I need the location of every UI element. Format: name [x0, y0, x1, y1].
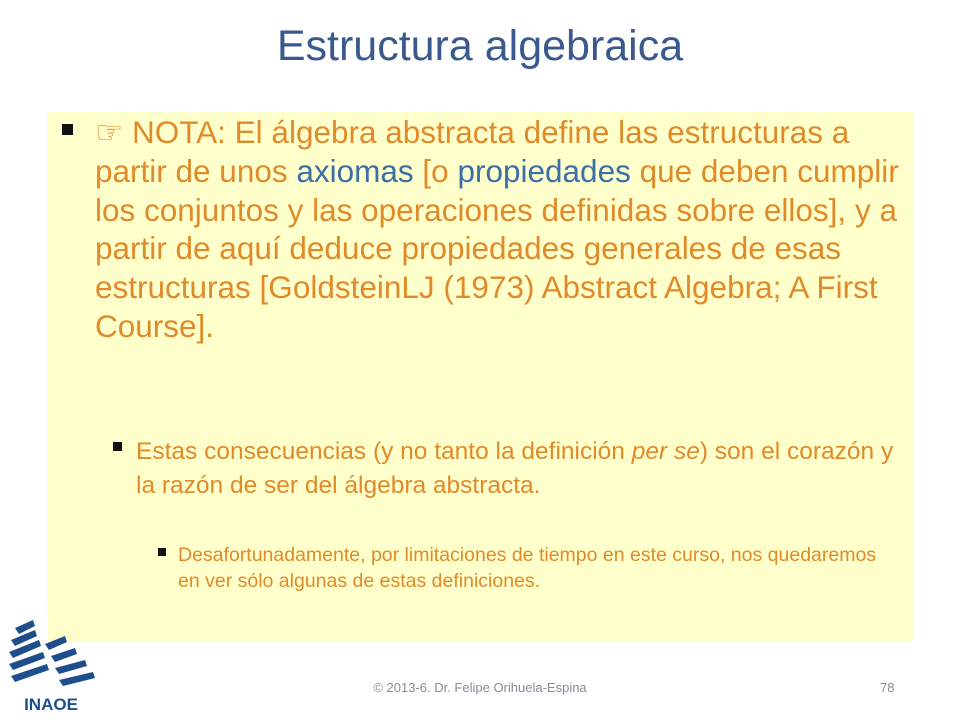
- consequences-paragraph: [136, 435, 896, 503]
- limitations-paragraph: Desafortunadamente, por limitaciones de tiempo en este curso, nos quedaremos en ver sólo algunas de estas definiciones.: [178, 544, 877, 592]
- bullet-marker: [158, 548, 166, 556]
- per-se-italic: per se: [631, 438, 700, 465]
- note-text: [o: [413, 152, 458, 189]
- page-number: 78: [880, 680, 895, 695]
- bullet-marker: [62, 124, 73, 135]
- bullet-marker: [113, 442, 122, 451]
- consequences-text: ) son el corazón y la razón de ser del álgebra abstracta.: [136, 438, 894, 499]
- pointing-hand-icon: ☞: [95, 114, 124, 150]
- footer-copyright: © 2013-6. Dr. Felipe Orihuela-Espina: [373, 680, 587, 695]
- note-text: que deben cumplir los conjuntos y las operaciones definidas sobre ellos], y a partir de aquí deduce propiedades generales de esas estructuras [GoldsteinLJ (1973) Abstract Algebra; A First Course].: [95, 152, 899, 344]
- inaoe-logo: [5, 614, 97, 716]
- highlight-propiedades: propiedades: [457, 152, 631, 189]
- svg-text:INAOE: INAOE: [24, 695, 78, 714]
- highlight-axiomas: axiomas: [296, 152, 414, 189]
- consequences-text: Estas consecuencias (y no tanto la definición: [136, 438, 632, 465]
- note-text: NOTA: El álgebra abstracta define las estructuras a partir de unos: [95, 114, 850, 189]
- note-paragraph: [95, 113, 905, 346]
- slide-title: Estructura algebraica: [276, 22, 684, 70]
